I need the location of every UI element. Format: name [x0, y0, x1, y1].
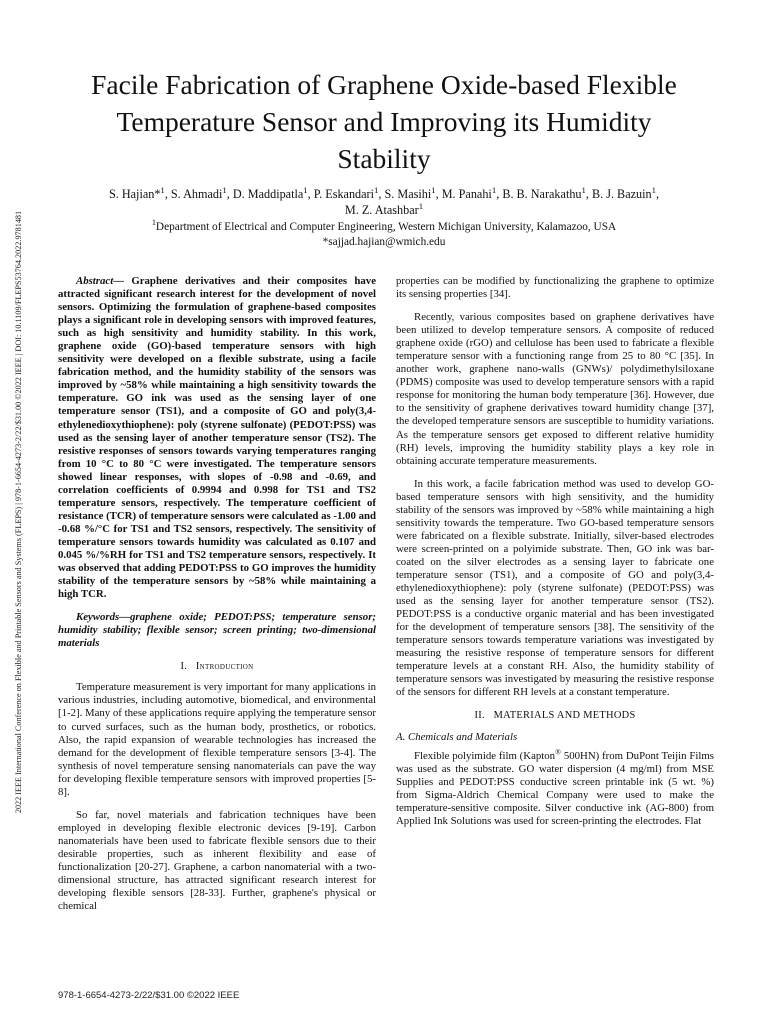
intro-paragraph-1: Temperature measurement is very important for many applications in various industries, including automotive, biomedical, and environmental [1-2]. Many of these applications require applying the temperature sensor to curved surfaces, such as the human body, prosthetics, or robotics. Also, the rapid expansion of wearable technologies has increased the demand for the development of flexible temperature sensors [3-4]. The synthesis of novel temperature sensing nanomaterials can pave the way for developing flexible temperature sensors with improved properties [5-8]. [58, 681, 376, 798]
section-title: Introduction [195, 661, 254, 673]
right-column [396, 275, 714, 838]
intro-paragraph-2: So far, novel materials and fabrication techniques have been employed in developing flexible electronic devices [9-19]. Carbon nanomaterials have been used to fabricate flexible sensors due to their desirable properties, such as inherent flexibility and ease of functionalization [20-27]. Graphene, a carbon nanomaterial with a two-dimensional structure, has attracted significant research interest for developing flexible sensors [28-33]. Further, graphene's physical or chemical [58, 808, 376, 913]
abstract-body: Graphene derivatives and their composites have attracted significant research interest for the development of novel sensors. Optimizing the formulation of graphene-based composites plays a significant role in developing sensors with improved features, such as high sensitivity and humidity stability. In this work, graphene oxide (GO)-based temperature sensors with high sensitivity were developed on a flexible substrate, using a facile fabrication method, and the humidity stability of the sensors was improved by ~58% while maintaining a high sensitivity towards the temperature. GO ink was used as the sensing layer of one temperature sensor (TS1), and a composite of GO and poly(3,4-ethylenedioxythiophene): poly (styrene sulfonate) (PEDOT:PSS) was used as the sensing layer of another temperature sensor (TS2). The resistive responses of sensors towards varying temperatures ranging from 10 °C to 80 °C were investigated. The temperature sensors showed linear responses, with slopes of -0.98 and -0.69, and correlation coefficients of 0.9994 and 0.998 for TS1 and TS2 temperature sensors, respectively. The temperature coefficient of resistance (TCR) of temperature sensors were calculated as -1.00 and -0.68 %/°C for TS1 and TS2 sensors, respectively. The sensitivity of temperature sensors towards humidity was calculated as 0.107 and 0.045 %/%RH for TS1 and TS2 temperature sensors, respectively. It was observed that adding PEDOT:PSS to GO improves the humidity stability of the temperature sensors by ~58% while maintaining a high TCR. [58, 275, 376, 601]
subsection-heading-chemicals: A. Chemicals and Materials [396, 730, 518, 743]
doi-sidebar-text: 2022 IEEE International Conference on Flexible and Printable Sensors and Systems (FLEPS) | 978-1-6654-4273-2/22/$31.00 ©2022 IEEE | DOI: 10.1109/FLEPS53764.2022.9781481 [14, 210, 23, 814]
paper-title: Facile Fabrication of Graphene Oxide-based Flexible Temperature Sensor and Improving its Humidity Stability [91, 69, 677, 174]
abstract-lead: Abstract— [76, 275, 124, 287]
section-heading-methods [396, 709, 714, 722]
section-number: II. [474, 710, 485, 722]
intro-paragraph-2-continued: properties can be modified by functionalizing the graphene to optimize its sensing properties [34]. [396, 275, 714, 301]
left-column [58, 275, 376, 923]
affiliation-block [56, 220, 712, 250]
affiliation: $^1$Department of Electrical and Computer Engineering, Western Michigan University, Kalamazoo, USA [151, 218, 617, 233]
section-heading-introduction [58, 660, 376, 673]
section-number: I. [180, 661, 188, 673]
author-list: S. Hajian*$^1$, S. Ahmadi$^1$, D. Maddipatla$^1$, P. Eskandari$^1$, S. Masihi$^1$, M. Panahi$^1$, B. B. Narakathu$^1$, B. J. Bazuin$^1$, M. Z. Atashbar$^1$ [108, 184, 660, 217]
keywords: Keywords—graphene oxide; PEDOT:PSS; temperature sensor; humidity stability; flexible sensor; screen printing; two-dimensional materials [58, 611, 376, 650]
intro-paragraph-4: In this work, a facile fabrication method was used to develop GO-based temperature sensors with high sensitivity, and the humidity stability of the sensors was improved by ~58% while maintaining a high sensitivity towards the temperature. Two GO-based temperature sensors were fabricated on a flexible substrate. Initially, silver-based electrodes were screen-printed on a polyimide substrate. Then, GO ink was bar-coated on the silver electrodes as a sensing layer to fabricate one temperature sensor (TS1), and a composite of GO and poly(3,4-ethylenedioxythiophene): poly (styrene sulfonate) (PEDOT:PSS) was used as the sensing layer for another temperature sensor (TS2). PEDOT:PSS is a conductive organic material and has been investigated for the development of temperature sensors [38]. The sensitivity of the temperature sensors towards temperature variations was investigated by measuring the resistive response of temperature sensors for different temperature levels at a constant RH. Also, the humidity stability of temperature sensors was investigated by measuring the resistive response of the sensors for different RH levels at a constant temperature. [396, 477, 714, 699]
corresponding-email[interactable]: *sajjad.hajian@wmich.edu [322, 236, 446, 248]
copyright-footer: 978-1-6654-4273-2/22/$31.00 ©2022 IEEE [58, 990, 240, 1001]
section-title: MATERIALS AND METHODS [493, 710, 636, 722]
abstract [58, 275, 376, 601]
methods-paragraph-1: Flexible polyimide film (Kapton® 500HN) from DuPont Teijin Films was used as the substrate. GO water dispersion (4 mg/ml) from MSE Supplies and PEDOT:PSS conductive screen printable ink (5 wt. %) from Sigma-Aldrich Chemical Company were used to make the temperature-sensitive composite. Silver conductive ink (AG-800) from Applied Ink Solutions was used for screen-printing the electrodes. Flat [396, 746, 715, 827]
intro-paragraph-3: Recently, various composites based on graphene derivatives have been utilized to develop temperature sensors. A composite of reduced graphene oxide (rGO) and cellulose has been used to fabricate a flexible temperature sensor with a functioning range from 25 to 80 °C [35]. In another work, graphene nano-walls (GNWs)/ polydimethylsiloxane (PDMS) composite was used to develop temperature sensors with a rapid response for monitoring the human body temperature [36]. However, due to the sensitivity of graphene derivatives toward humidity change [37], the developed temperature sensors are susceptible to humidity variations. As the temperature sensors get exposed to different relative humidity (RH) levels, improving the humidity stability plays a key role in obtaining accurate temperature measurements. [396, 311, 714, 467]
doi-sidebar [11, 155, 27, 870]
